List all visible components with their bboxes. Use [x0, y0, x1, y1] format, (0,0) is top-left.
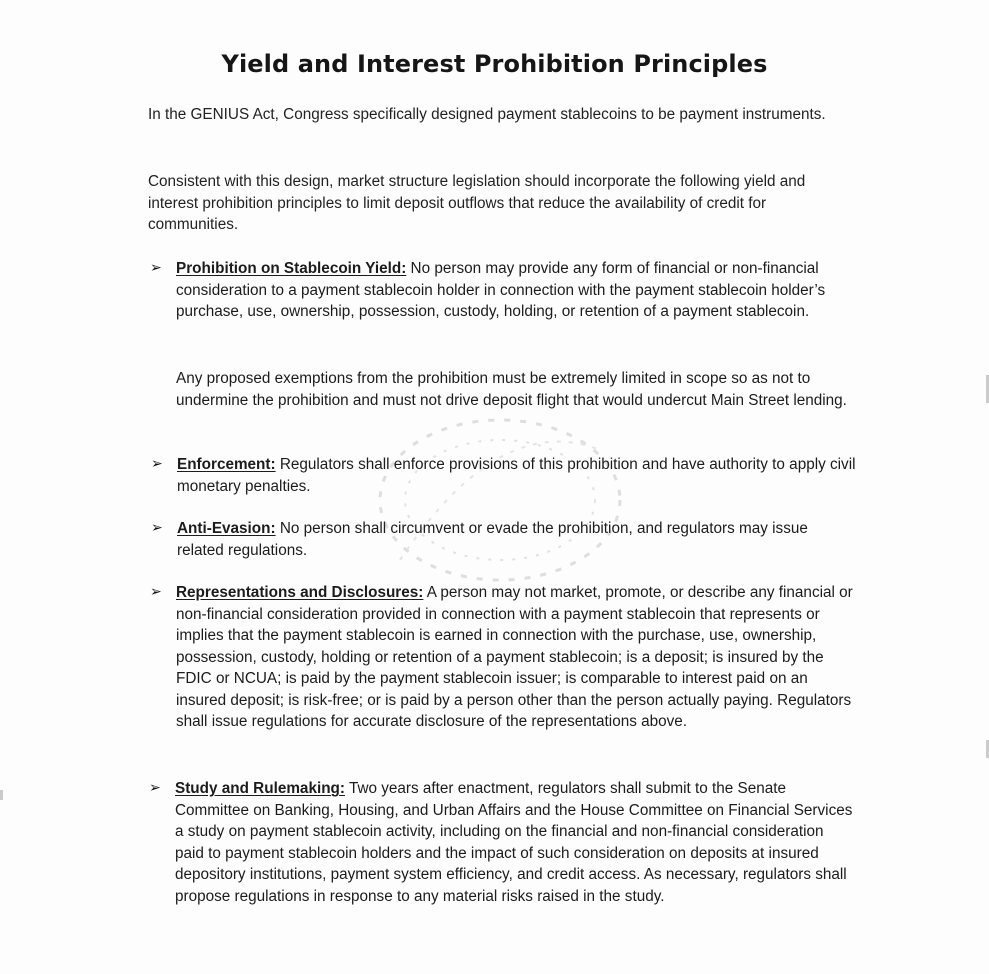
bullet-heading: Enforcement: — [177, 456, 276, 473]
bullet-text: A person may not market, promote, or describe any financial or non-financial consideration provided in connection with a payment stablecoin that represents or implies that the payment stablecoin is earned in connection with the purchase, use, ownership, possession, custody, holding or retention of a payment stablecoin; is a deposit; is insured by the FDIC or NCUA; is paid by the payment stablecoin issuer; is comparable to interest paid on an insured deposit; is risk-free; or is paid by a person other than the person actually paying. Regulators shall issue regulations for accurate disclosure of the representations above. — [176, 584, 853, 730]
bullet-heading: Anti-Evasion: — [177, 520, 276, 537]
bullet-prohibition-on-stablecoin-yield — [150, 258, 856, 323]
bullet-sub-paragraph: Any proposed exemptions from the prohibition must be extremely limited in scope so as not to undermine the prohibition and must not drive deposit flight that would undercut Main Street lending. — [176, 370, 847, 409]
stamp-watermark — [360, 390, 640, 610]
intro-paragraph-1: In the GENIUS Act, Congress specifically designed payment stablecoins to be payment instruments. — [148, 106, 826, 123]
bullet-representations-and-disclosures — [150, 582, 856, 733]
bullet-arrow-icon: ➢ — [149, 779, 161, 795]
bullet-arrow-icon: ➢ — [150, 583, 162, 599]
bullet-heading: Representations and Disclosures: — [176, 584, 424, 601]
bullet-text: No person shall circumvent or evade the prohibition, and regulators may issue related regulations. — [177, 520, 808, 559]
bullet-anti-evasion — [151, 518, 857, 561]
bullet-heading: Study and Rulemaking: — [175, 780, 345, 797]
bullet-study-and-rulemaking — [149, 778, 855, 907]
bullet-enforcement — [151, 454, 857, 497]
scan-edge-mark — [0, 790, 3, 800]
intro-paragraph-2: Consistent with this design, market structure legislation should incorporate the following yield and interest prohibition principles to limit deposit outflows that reduce the availability of credit for communities. — [148, 173, 806, 233]
page-title: Yield and Interest Prohibition Principles — [221, 50, 768, 78]
bullet-text: Regulators shall enforce provisions of this prohibition and have authority to apply civil monetary penalties. — [177, 456, 856, 495]
bullet-arrow-icon: ➢ — [151, 519, 163, 535]
bullet-arrow-icon: ➢ — [150, 259, 162, 275]
bullet-text: No person may provide any form of financial or non-financial consideration to a payment stablecoin holder in connection with the payment stablecoin holder’s purchase, use, ownership, possession, custody, holding, or retention of a payment stablecoin. — [176, 260, 826, 320]
bullet-arrow-icon: ➢ — [151, 455, 163, 471]
bullet-text: Two years after enactment, regulators shall submit to the Senate Committee on Banking, Housing, and Urban Affairs and the House Committee on Financial Services a study on payment stablecoin activity, including on the financial and non-financial consideration paid to payment stablecoin holders and the impact of such consideration on deposits at insured depository institutions, payment system efficiency, and credit access. As necessary, regulators shall propose regulations in response to any material risks raised in the study. — [175, 780, 853, 905]
bullet-heading: Prohibition on Stablecoin Yield: — [176, 260, 407, 277]
